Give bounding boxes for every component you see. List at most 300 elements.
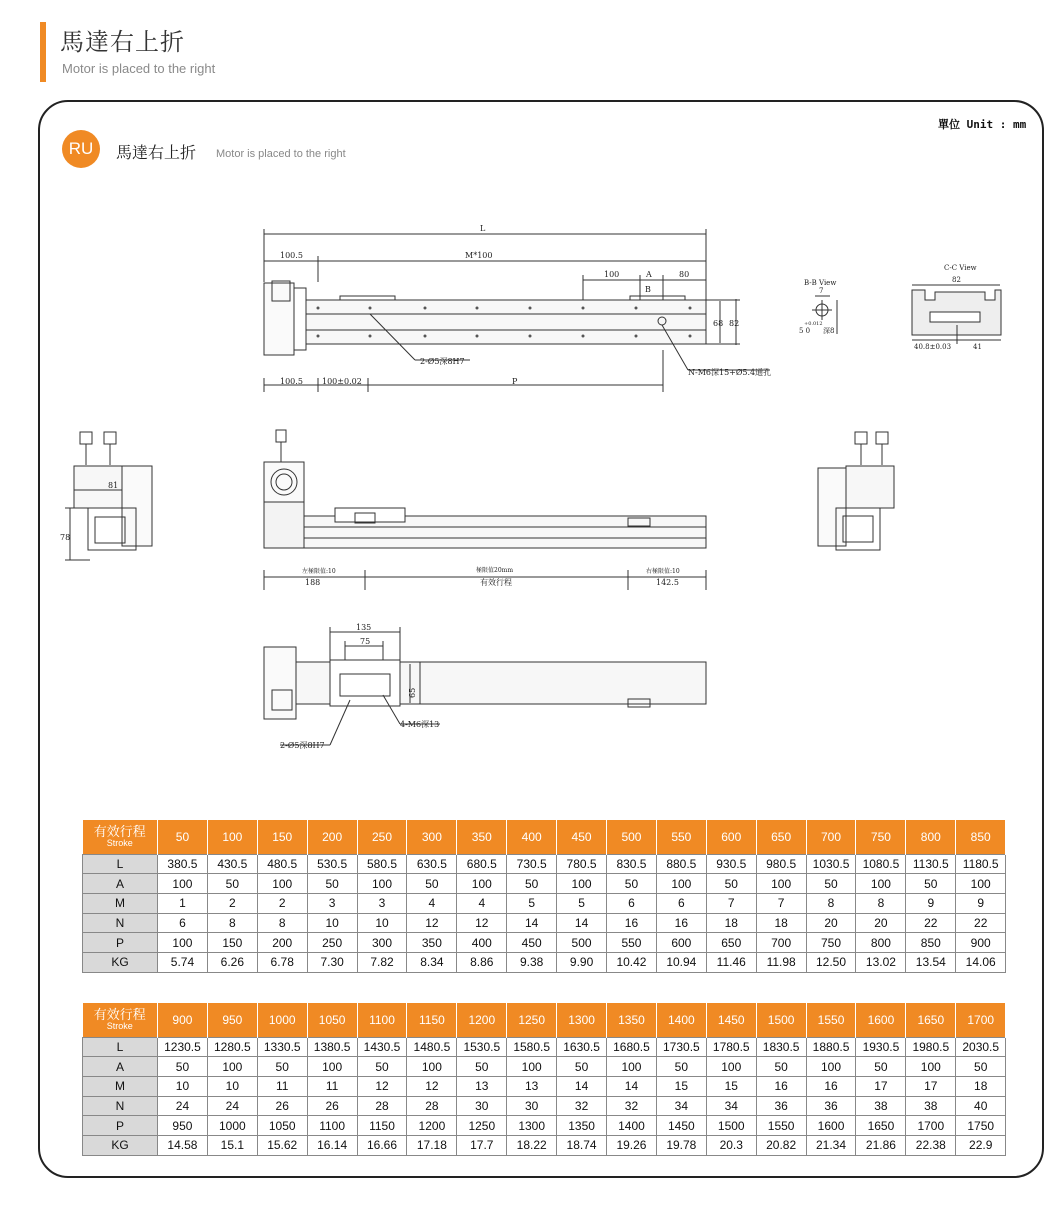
dim-L: L bbox=[480, 224, 486, 233]
table-cell: 850 bbox=[906, 933, 956, 953]
stroke-value: 1500 bbox=[756, 1003, 806, 1037]
spec-table-2 bbox=[82, 1003, 1006, 1156]
table-cell: 18 bbox=[756, 913, 806, 933]
cc-dim-41: 41 bbox=[973, 343, 982, 351]
row-label: N bbox=[83, 913, 158, 933]
table-cell: 18 bbox=[706, 913, 756, 933]
table-cell: 50 bbox=[756, 1057, 806, 1077]
table-header-row bbox=[83, 820, 1006, 854]
table-cell: 50 bbox=[257, 1057, 307, 1077]
table-cell: 1080.5 bbox=[856, 854, 906, 874]
table-cell: 50 bbox=[806, 874, 856, 894]
table-cell: 7 bbox=[706, 893, 756, 913]
stroke-value: 650 bbox=[756, 820, 806, 854]
table-cell: 18 bbox=[956, 1076, 1006, 1096]
table-cell: 100 bbox=[158, 933, 208, 953]
table-cell: 1630.5 bbox=[557, 1037, 607, 1057]
stroke-value: 300 bbox=[407, 820, 457, 854]
stroke-header bbox=[83, 1003, 158, 1037]
table-cell: 36 bbox=[806, 1096, 856, 1116]
stroke-value: 550 bbox=[656, 820, 706, 854]
table-cell: 21.34 bbox=[806, 1135, 856, 1155]
dim-142-5: 142.5 bbox=[656, 578, 679, 587]
table-cell: 15.1 bbox=[207, 1135, 257, 1155]
dim-100-5-bottom: 100.5 bbox=[280, 377, 303, 386]
table-cell: 8 bbox=[207, 913, 257, 933]
limit-left: 左極限值:10 bbox=[302, 568, 336, 575]
section-title: 馬達右上折 bbox=[116, 143, 197, 162]
table-cell: 2 bbox=[257, 893, 307, 913]
table-cell: 30 bbox=[457, 1096, 507, 1116]
table-cell: 650 bbox=[706, 933, 756, 953]
dim-M: M*100 bbox=[465, 251, 493, 260]
table-cell: 8.86 bbox=[457, 952, 507, 972]
unit-label: 單位 Unit : mm bbox=[938, 118, 1027, 131]
table-cell: 28 bbox=[357, 1096, 407, 1116]
table-cell: 5 bbox=[507, 893, 557, 913]
note-pin-holes-2: 2-Ø5深8H7 bbox=[280, 741, 325, 750]
table-cell: 1380.5 bbox=[307, 1037, 357, 1057]
stroke-value: 500 bbox=[607, 820, 657, 854]
table-cell: 18.74 bbox=[557, 1135, 607, 1155]
table-cell: 430.5 bbox=[207, 854, 257, 874]
table-header-row bbox=[83, 1003, 1006, 1037]
table-cell: 50 bbox=[158, 1057, 208, 1077]
table-cell: 1530.5 bbox=[457, 1037, 507, 1057]
stroke-value: 850 bbox=[956, 820, 1006, 854]
table-cell: 200 bbox=[257, 933, 307, 953]
table-cell: 15 bbox=[706, 1076, 756, 1096]
table-cell: 1730.5 bbox=[656, 1037, 706, 1057]
row-label: M bbox=[83, 893, 158, 913]
row-label: P bbox=[83, 933, 158, 953]
table-cell: 100 bbox=[357, 874, 407, 894]
cc-view-title: C-C View bbox=[944, 264, 977, 272]
table-cell: 1600 bbox=[806, 1116, 856, 1136]
table-cell: 16.14 bbox=[307, 1135, 357, 1155]
table-cell: 14.58 bbox=[158, 1135, 208, 1155]
spec-table-1 bbox=[82, 820, 1006, 973]
table-cell: 530.5 bbox=[307, 854, 357, 874]
table-cell: 1650 bbox=[856, 1116, 906, 1136]
row-label: N bbox=[83, 1096, 158, 1116]
top-view bbox=[264, 224, 771, 392]
table-cell: 1830.5 bbox=[756, 1037, 806, 1057]
table-cell: 1930.5 bbox=[856, 1037, 906, 1057]
front-view bbox=[264, 430, 706, 590]
table-cell: 300 bbox=[357, 933, 407, 953]
table-cell: 5 bbox=[557, 893, 607, 913]
table-cell: 4 bbox=[457, 893, 507, 913]
table-cell: 100 bbox=[656, 874, 706, 894]
table-row bbox=[83, 874, 1006, 894]
table-cell: 950 bbox=[158, 1116, 208, 1136]
table-cell: 1680.5 bbox=[607, 1037, 657, 1057]
table-cell: 580.5 bbox=[357, 854, 407, 874]
bb-dim-7: 7 bbox=[819, 287, 824, 295]
table-cell: 980.5 bbox=[756, 854, 806, 874]
table-cell: 700 bbox=[756, 933, 806, 953]
table-cell: 50 bbox=[656, 1057, 706, 1077]
table-cell: 11.46 bbox=[706, 952, 756, 972]
left-side-view bbox=[60, 432, 152, 560]
table-cell: 13 bbox=[507, 1076, 557, 1096]
dim-82: 82 bbox=[729, 319, 740, 328]
table-cell: 6.26 bbox=[207, 952, 257, 972]
table-cell: 1130.5 bbox=[906, 854, 956, 874]
stroke-header bbox=[83, 820, 158, 854]
stroke-value: 200 bbox=[307, 820, 357, 854]
table-row bbox=[83, 952, 1006, 972]
table-cell: 6 bbox=[158, 913, 208, 933]
stroke-value: 1400 bbox=[656, 1003, 706, 1037]
table-cell: 100 bbox=[207, 1057, 257, 1077]
table-cell: 100 bbox=[158, 874, 208, 894]
table-cell: 50 bbox=[307, 874, 357, 894]
table-cell: 1550 bbox=[756, 1116, 806, 1136]
bottom-view bbox=[264, 623, 706, 750]
table-cell: 1000 bbox=[207, 1116, 257, 1136]
stroke-value: 1150 bbox=[407, 1003, 457, 1037]
table-row bbox=[83, 1096, 1006, 1116]
table-cell: 12 bbox=[357, 1076, 407, 1096]
table-cell: 9.90 bbox=[557, 952, 607, 972]
bb-dim-5: 5 0 bbox=[799, 327, 811, 335]
table-cell: 22 bbox=[956, 913, 1006, 933]
table-row bbox=[83, 933, 1006, 953]
table-cell: 11 bbox=[257, 1076, 307, 1096]
table-row bbox=[83, 1057, 1006, 1077]
table-cell: 19.26 bbox=[607, 1135, 657, 1155]
table-cell: 100 bbox=[307, 1057, 357, 1077]
table-cell: 13.02 bbox=[856, 952, 906, 972]
table-cell: 50 bbox=[557, 1057, 607, 1077]
table-cell: 16.66 bbox=[357, 1135, 407, 1155]
dim-188: 188 bbox=[305, 578, 321, 587]
table-cell: 450 bbox=[507, 933, 557, 953]
table-cell: 550 bbox=[607, 933, 657, 953]
table-cell: 32 bbox=[607, 1096, 657, 1116]
bb-tolerance: +0.012 bbox=[804, 321, 823, 327]
table-cell: 900 bbox=[956, 933, 1006, 953]
table-cell: 1150 bbox=[357, 1116, 407, 1136]
stroke-header-en: Stroke bbox=[106, 838, 133, 849]
table-cell: 3 bbox=[307, 893, 357, 913]
limit-mid: 極限值20mm bbox=[476, 567, 514, 574]
table-cell: 17 bbox=[856, 1076, 906, 1096]
dim-135: 135 bbox=[356, 623, 372, 632]
ru-badge: RU bbox=[62, 130, 100, 168]
table-row bbox=[83, 1135, 1006, 1155]
row-label: KG bbox=[83, 1135, 158, 1155]
row-label: KG bbox=[83, 952, 158, 972]
table-cell: 13.54 bbox=[906, 952, 956, 972]
table-cell: 34 bbox=[706, 1096, 756, 1116]
dim-80: 80 bbox=[679, 270, 690, 279]
table-cell: 22 bbox=[906, 913, 956, 933]
table-cell: 1400 bbox=[607, 1116, 657, 1136]
row-label: A bbox=[83, 1057, 158, 1077]
table-cell: 800 bbox=[856, 933, 906, 953]
table-cell: 14 bbox=[607, 1076, 657, 1096]
stroke-value: 1550 bbox=[806, 1003, 856, 1037]
stroke-value: 100 bbox=[207, 820, 257, 854]
section-B-mark: B bbox=[645, 285, 651, 294]
table-cell: 12 bbox=[457, 913, 507, 933]
dim-81: 81 bbox=[108, 481, 119, 490]
table-cell: 1450 bbox=[656, 1116, 706, 1136]
table-cell: 26 bbox=[307, 1096, 357, 1116]
table-cell: 50 bbox=[357, 1057, 407, 1077]
table-cell: 11 bbox=[307, 1076, 357, 1096]
table-cell: 18.22 bbox=[507, 1135, 557, 1155]
row-label: P bbox=[83, 1116, 158, 1136]
table-cell: 730.5 bbox=[507, 854, 557, 874]
stroke-value: 1650 bbox=[906, 1003, 956, 1037]
table-cell: 1500 bbox=[706, 1116, 756, 1136]
table-cell: 1880.5 bbox=[806, 1037, 856, 1057]
table-cell: 12 bbox=[407, 1076, 457, 1096]
stroke-label: 有效行程 bbox=[480, 578, 512, 587]
table-cell: 34 bbox=[656, 1096, 706, 1116]
table-cell: 1030.5 bbox=[806, 854, 856, 874]
table-cell: 17 bbox=[906, 1076, 956, 1096]
dim-78: 78 bbox=[60, 533, 71, 542]
table-cell: 10.42 bbox=[607, 952, 657, 972]
row-label: L bbox=[83, 854, 158, 874]
table-cell: 7 bbox=[756, 893, 806, 913]
table-cell: 1 bbox=[158, 893, 208, 913]
stroke-value: 50 bbox=[158, 820, 208, 854]
stroke-value: 450 bbox=[557, 820, 607, 854]
stroke-value: 150 bbox=[257, 820, 307, 854]
table-cell: 1980.5 bbox=[906, 1037, 956, 1057]
table-cell: 17.18 bbox=[407, 1135, 457, 1155]
table-cell: 21.86 bbox=[856, 1135, 906, 1155]
table-row bbox=[83, 913, 1006, 933]
table-cell: 6 bbox=[607, 893, 657, 913]
stroke-value: 1000 bbox=[257, 1003, 307, 1037]
dim-P: P bbox=[512, 377, 518, 386]
table-cell: 3 bbox=[357, 893, 407, 913]
table-cell: 7.30 bbox=[307, 952, 357, 972]
table-cell: 400 bbox=[457, 933, 507, 953]
table-cell: 100 bbox=[507, 1057, 557, 1077]
table-cell: 9.38 bbox=[507, 952, 557, 972]
table-cell: 12 bbox=[407, 913, 457, 933]
table-cell: 1230.5 bbox=[158, 1037, 208, 1057]
table-cell: 100 bbox=[956, 874, 1006, 894]
table-cell: 2 bbox=[207, 893, 257, 913]
note-mounting-holes: N-M6深15+Ø5.4通孔 bbox=[688, 368, 772, 377]
table-cell: 680.5 bbox=[457, 854, 507, 874]
cc-view bbox=[912, 264, 1001, 351]
table-cell: 380.5 bbox=[158, 854, 208, 874]
table-cell: 16 bbox=[656, 913, 706, 933]
table-cell: 30 bbox=[507, 1096, 557, 1116]
table-cell: 8 bbox=[257, 913, 307, 933]
table-cell: 17.7 bbox=[457, 1135, 507, 1155]
table-cell: 100 bbox=[407, 1057, 457, 1077]
stroke-value: 1050 bbox=[307, 1003, 357, 1037]
row-label: M bbox=[83, 1076, 158, 1096]
stroke-value: 1100 bbox=[357, 1003, 407, 1037]
table-cell: 4 bbox=[407, 893, 457, 913]
table-cell: 100 bbox=[806, 1057, 856, 1077]
table-cell: 10.94 bbox=[656, 952, 706, 972]
stroke-header-en: Stroke bbox=[106, 1021, 133, 1032]
bb-view bbox=[799, 279, 837, 335]
dim-A: A bbox=[646, 270, 652, 279]
note-pin-holes: 2-Ø5深8H7 bbox=[420, 357, 465, 366]
table-cell: 16 bbox=[756, 1076, 806, 1096]
page-title: 馬達右上折 bbox=[60, 28, 185, 56]
table-cell: 50 bbox=[207, 874, 257, 894]
table-cell: 10 bbox=[158, 1076, 208, 1096]
table-cell: 36 bbox=[756, 1096, 806, 1116]
stroke-value: 250 bbox=[357, 820, 407, 854]
table-cell: 100 bbox=[457, 874, 507, 894]
table-cell: 2030.5 bbox=[956, 1037, 1006, 1057]
page-subtitle: Motor is placed to the right bbox=[62, 61, 216, 76]
table-cell: 1430.5 bbox=[357, 1037, 407, 1057]
table-cell: 6.78 bbox=[257, 952, 307, 972]
table-cell: 100 bbox=[706, 1057, 756, 1077]
stroke-value: 1300 bbox=[557, 1003, 607, 1037]
section-subtitle: Motor is placed to the right bbox=[216, 148, 346, 160]
stroke-value: 1450 bbox=[706, 1003, 756, 1037]
table-cell: 100 bbox=[756, 874, 806, 894]
table-cell: 50 bbox=[706, 874, 756, 894]
right-side-view bbox=[818, 432, 894, 550]
note-m6: 4-M6深13 bbox=[400, 720, 440, 729]
row-label: A bbox=[83, 874, 158, 894]
table-row bbox=[83, 1076, 1006, 1096]
table-cell: 20.3 bbox=[706, 1135, 756, 1155]
table-cell: 1100 bbox=[307, 1116, 357, 1136]
stroke-value: 400 bbox=[507, 820, 557, 854]
table-cell: 10 bbox=[307, 913, 357, 933]
table-cell: 9 bbox=[956, 893, 1006, 913]
table-cell: 750 bbox=[806, 933, 856, 953]
table-cell: 22.38 bbox=[906, 1135, 956, 1155]
stroke-value: 900 bbox=[158, 1003, 208, 1037]
stroke-value: 700 bbox=[806, 820, 856, 854]
table-cell: 1580.5 bbox=[507, 1037, 557, 1057]
stroke-value: 800 bbox=[906, 820, 956, 854]
stroke-value: 1200 bbox=[457, 1003, 507, 1037]
bb-depth: 深8 bbox=[823, 327, 835, 335]
table-cell: 13 bbox=[457, 1076, 507, 1096]
dim-65: 65 bbox=[408, 687, 417, 698]
stroke-header-cn: 有效行程 bbox=[93, 824, 146, 840]
table-cell: 100 bbox=[607, 1057, 657, 1077]
table-cell: 50 bbox=[607, 874, 657, 894]
table-cell: 10 bbox=[207, 1076, 257, 1096]
table-row bbox=[83, 893, 1006, 913]
row-label: L bbox=[83, 1037, 158, 1057]
dim-75: 75 bbox=[360, 637, 371, 646]
stroke-value: 1700 bbox=[956, 1003, 1006, 1037]
table-cell: 28 bbox=[407, 1096, 457, 1116]
table-cell: 22.9 bbox=[956, 1135, 1006, 1155]
table-cell: 10 bbox=[357, 913, 407, 933]
table-cell: 480.5 bbox=[257, 854, 307, 874]
stroke-value: 350 bbox=[457, 820, 507, 854]
dim-100-tol: 100±0.02 bbox=[322, 377, 362, 386]
table-row bbox=[83, 1116, 1006, 1136]
table-cell: 780.5 bbox=[557, 854, 607, 874]
bb-view-title: B-B View bbox=[804, 279, 837, 287]
table-cell: 20 bbox=[806, 913, 856, 933]
table-cell: 14 bbox=[557, 913, 607, 933]
table-cell: 38 bbox=[906, 1096, 956, 1116]
table-cell: 1750 bbox=[956, 1116, 1006, 1136]
table-cell: 40 bbox=[956, 1096, 1006, 1116]
table-cell: 12.50 bbox=[806, 952, 856, 972]
table-cell: 1180.5 bbox=[956, 854, 1006, 874]
table-cell: 1350 bbox=[557, 1116, 607, 1136]
table-cell: 8.34 bbox=[407, 952, 457, 972]
table-cell: 24 bbox=[207, 1096, 257, 1116]
stroke-value: 1250 bbox=[507, 1003, 557, 1037]
table-cell: 500 bbox=[557, 933, 607, 953]
table-cell: 16 bbox=[607, 913, 657, 933]
table-cell: 8 bbox=[856, 893, 906, 913]
table-cell: 830.5 bbox=[607, 854, 657, 874]
table-cell: 1300 bbox=[507, 1116, 557, 1136]
table-cell: 630.5 bbox=[407, 854, 457, 874]
table-cell: 9 bbox=[906, 893, 956, 913]
table-cell: 38 bbox=[856, 1096, 906, 1116]
table-cell: 100 bbox=[257, 874, 307, 894]
table-cell: 50 bbox=[956, 1057, 1006, 1077]
dim-100-5-top: 100.5 bbox=[280, 251, 303, 260]
table-cell: 930.5 bbox=[706, 854, 756, 874]
table-cell: 1480.5 bbox=[407, 1037, 457, 1057]
dim-100-right: 100 bbox=[604, 270, 620, 279]
table-cell: 14 bbox=[557, 1076, 607, 1096]
table-cell: 14 bbox=[507, 913, 557, 933]
table-cell: 20.82 bbox=[756, 1135, 806, 1155]
stroke-value: 600 bbox=[706, 820, 756, 854]
table-cell: 50 bbox=[856, 1057, 906, 1077]
table-cell: 1280.5 bbox=[207, 1037, 257, 1057]
table-cell: 11.98 bbox=[756, 952, 806, 972]
table-cell: 15 bbox=[656, 1076, 706, 1096]
table-cell: 50 bbox=[407, 874, 457, 894]
table-cell: 880.5 bbox=[656, 854, 706, 874]
table-cell: 26 bbox=[257, 1096, 307, 1116]
table-cell: 20 bbox=[856, 913, 906, 933]
cc-dim-40-8: 40.8±0.03 bbox=[914, 343, 952, 351]
stroke-value: 950 bbox=[207, 1003, 257, 1037]
stroke-value: 750 bbox=[856, 820, 906, 854]
stroke-value: 1350 bbox=[607, 1003, 657, 1037]
table-cell: 600 bbox=[656, 933, 706, 953]
table-cell: 8 bbox=[806, 893, 856, 913]
table-cell: 50 bbox=[507, 874, 557, 894]
table-cell: 15.62 bbox=[257, 1135, 307, 1155]
table-cell: 350 bbox=[407, 933, 457, 953]
stroke-value: 1600 bbox=[856, 1003, 906, 1037]
table-cell: 250 bbox=[307, 933, 357, 953]
table-cell: 24 bbox=[158, 1096, 208, 1116]
table-cell: 16 bbox=[806, 1076, 856, 1096]
table-cell: 1050 bbox=[257, 1116, 307, 1136]
table-cell: 100 bbox=[856, 874, 906, 894]
table-cell: 50 bbox=[457, 1057, 507, 1077]
